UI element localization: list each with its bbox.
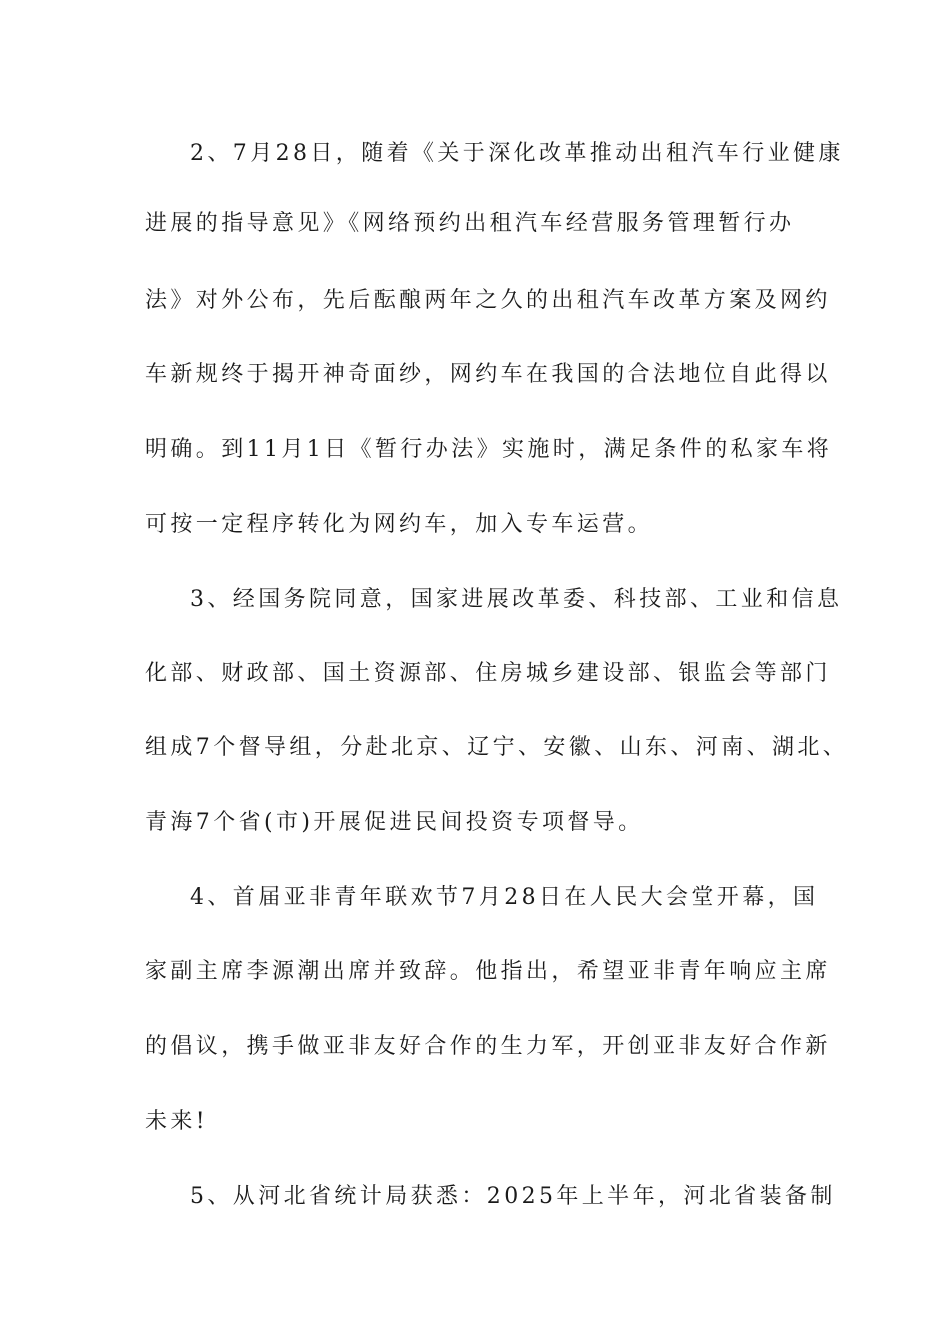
paragraph-2-line-1: 2、7月28日，随着《关于深化改革推动出租汽车行业健康 [190, 141, 844, 166]
paragraph-2-line-3: 法》对外公布，先后酝酿两年之久的出租汽车改革方案及网约 [145, 288, 831, 313]
paragraph-2-line-4: 车新规终于揭开神奇面纱，网约车在我国的合法地位自此得以 [145, 362, 831, 387]
paragraph-4-line-2: 家副主席李源潮出席并致辞。他指出，希望亚非青年响应主席 [145, 959, 831, 984]
paragraph-2-line-2: 进展的指导意见》《网络预约出租汽车经营服务管理暂行办 [145, 211, 795, 236]
paragraph-5-line-1: 5、从河北省统计局获悉：2025年上半年，河北省装备制 [190, 1184, 836, 1209]
paragraph-4-line-1: 4、首届亚非青年联欢节7月28日在人民大会堂开幕，国 [190, 885, 819, 910]
paragraph-2-line-6: 可按一定程序转化为网约车，加入专车运营。 [145, 512, 654, 537]
paragraph-3-line-3: 组成7个督导组，分赴北京、辽宁、安徽、山东、河南、湖北、 [145, 735, 849, 760]
paragraph-3-line-2: 化部、财政部、国土资源部、住房城乡建设部、银监会等部门 [145, 661, 831, 686]
paragraph-2-line-5: 明确。到11月1日《暂行办法》实施时，满足条件的私家车将 [145, 437, 833, 462]
paragraph-3-line-4: 青海7个省(市)开展促进民间投资专项督导。 [145, 810, 644, 835]
paragraph-3-line-1: 3、经国务院同意，国家进展改革委、科技部、工业和信息 [190, 587, 843, 612]
paragraph-4-line-4: 未来! [145, 1109, 209, 1134]
paragraph-4-line-3: 的倡议，携手做亚非友好合作的生力军，开创亚非友好合作新 [145, 1034, 831, 1059]
